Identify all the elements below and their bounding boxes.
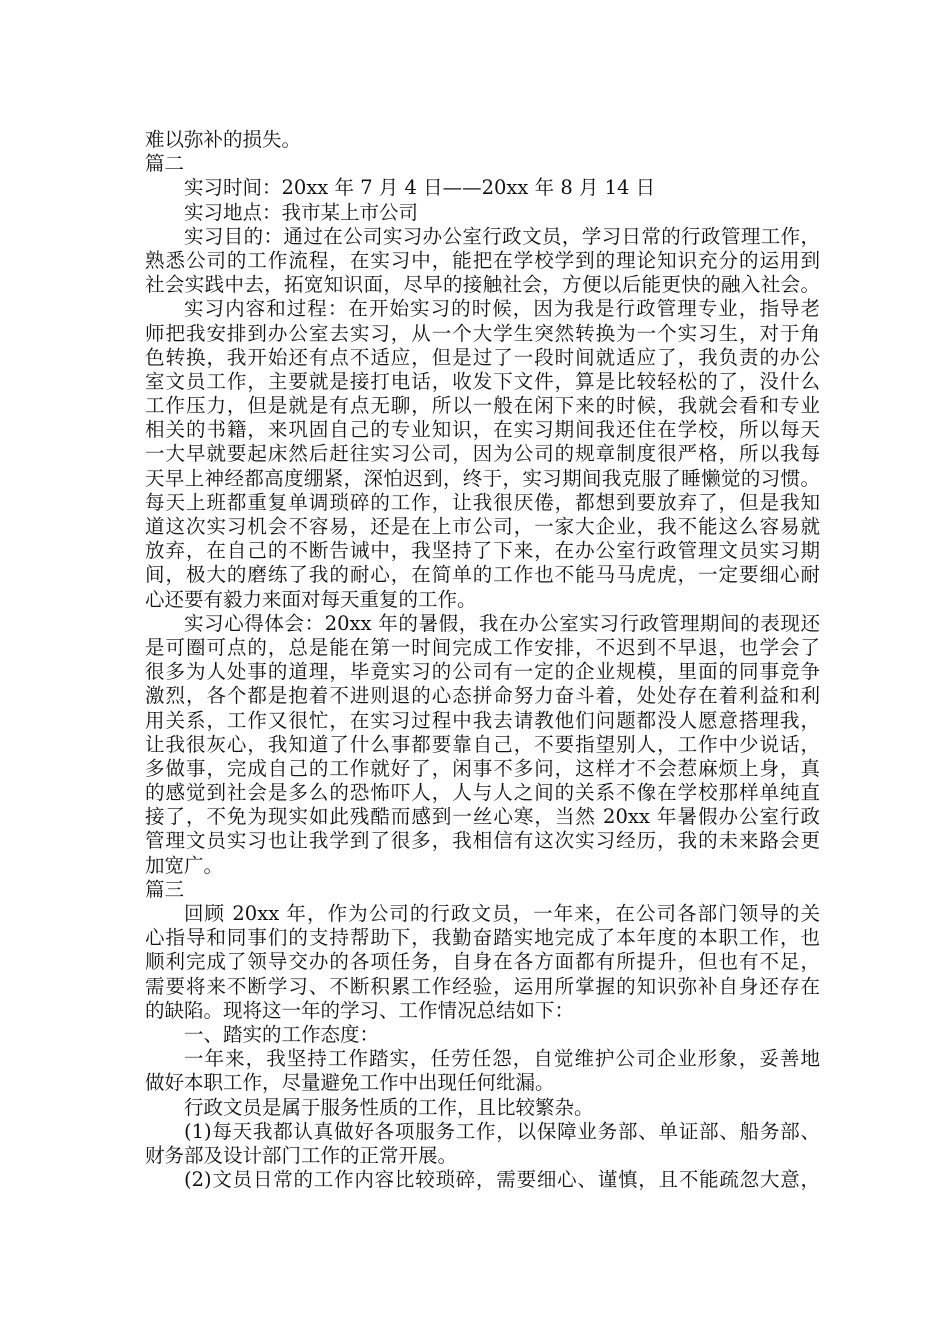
text-line: (1)每天我都认真做好各项服务工作，以保障业务部、单证部、船务部、 [184, 1119, 820, 1143]
text-line: 工作压力，但是就是有点无聊，所以一般在闲下来的时候，我就会看和专业 [145, 394, 820, 418]
text-line: 的感觉到社会是多么的恐怖吓人，人与人之间的关系不像在学校那样单纯直 [145, 781, 820, 805]
text-line: 管理文员实习也让我学到了很多，我相信有这次实习经历，我的未来路会更 [145, 829, 820, 853]
text-line: 很多为人处事的道理，毕竟实习的公司有一定的企业规模，里面的同事竞争 [145, 660, 820, 684]
text-line: 实习地点：我市某上市公司 [184, 200, 419, 224]
text-line: 的缺陷。现将这一年的学习、工作情况总结如下： [145, 998, 575, 1022]
text-line: 顺利完成了领导交办的各项任务，自身在各方面都有所提升，但也有不足， [145, 950, 820, 974]
text-line: 放弃，在自己的不断告诫中，我坚持了下来，在办公室行政管理文员实习期 [145, 539, 820, 563]
text-line: 一大早就要起床然后赶往实习公司，因为公司的规章制度很严格，所以我每 [145, 442, 820, 466]
text-line: 相关的书籍，来巩固自己的专业知识，在实习期间我还住在学校，所以每天 [145, 418, 820, 442]
text-line: 天早上神经都高度绷紧，深怕迟到，终于，实习期间我克服了睡懒觉的习惯。 [145, 466, 820, 490]
text-line: 需要将来不断学习、不断积累工作经验，运用所掌握的知识弥补自身还存在 [145, 974, 820, 998]
text-line: 心还要有毅力来面对每天重复的工作。 [145, 587, 477, 611]
text-line: 一、踏实的工作态度： [184, 1022, 380, 1046]
text-line: 心指导和同事们的支持帮助下，我勤奋踏实地完成了本年度的本职工作，也 [145, 926, 820, 950]
text-line: 道这次实习机会不容易，还是在上市公司，一家大企业，我不能这么容易就 [145, 515, 820, 538]
text-line: 室文员工作，主要就是接打电话，收发下文件，算是比较轻松的了，没什么 [145, 369, 820, 393]
text-line: 是可圈可点的，总是能在第一时间完成工作安排，不迟到不早退，也学会了 [145, 635, 820, 659]
text-line: 用关系，工作又很忙，在实习过程中我去请教他们问题都没人愿意搭理我， [145, 708, 820, 732]
text-line: 实习心得体会：20xx 年的暑假，我在办公室实习行政管理期间的表现还 [184, 611, 820, 635]
text-line: 一年来，我坚持工作踏实，任劳任怨，自觉维护公司企业形象，妥善地 [184, 1047, 820, 1071]
text-line: 财务部及设计部门工作的正常开展。 [145, 1143, 458, 1167]
text-line: 篇二 [145, 152, 185, 176]
text-line: 让我很灰心，我知道了什么事都要靠自己，不要指望别人，工作中少说话， [145, 732, 820, 756]
text-line: 实习目的：通过在公司实习办公室行政文员，学习日常的行政管理工作， [184, 224, 820, 248]
text-line: 难以弥补的损失。 [145, 128, 302, 151]
text-line: 实习时间：20xx 年 7 月 4 日——20xx 年 8 月 14 日 [184, 176, 656, 200]
text-line: 色转换，我开始还有点不适应，但是过了一段时间就适应了，我负责的办公 [145, 345, 820, 369]
text-line: 多做事，完成自己的工作就好了，闲事不多问，这样才不会惹麻烦上身，真 [145, 756, 820, 780]
text-line: 社会实践中去，拓宽知识面，尽早的接触社会，方便以后能更快的融入社会。 [145, 273, 820, 297]
text-line: 实习内容和过程：在开始实习的时候，因为我是行政管理专业，指导老 [184, 297, 820, 321]
text-line: 行政文员是属于服务性质的工作，且比较繁杂。 [184, 1095, 594, 1119]
text-line: (2)文员日常的工作内容比较琐碎，需要细心、谨慎，且不能疏忽大意， [184, 1168, 820, 1192]
document-body [145, 128, 820, 1192]
text-line: 每天上班都重复单调琐碎的工作，让我很厌倦，都想到要放弃了，但是我知 [145, 490, 820, 514]
text-line: 激烈，各个都是抱着不进则退的心态拼命努力奋斗着，处处存在着利益和利 [145, 684, 820, 708]
text-line: 篇三 [145, 877, 185, 901]
text-line: 师把我安排到办公室去实习，从一个大学生突然转换为一个实习生，对于角 [145, 321, 820, 345]
text-line: 加宽广。 [145, 853, 224, 877]
text-line: 做好本职工作，尽量避免工作中出现任何纰漏。 [145, 1071, 555, 1095]
text-line: 接了，不免为现实如此残酷而感到一丝心寒，当然 20xx 年暑假办公室行政 [145, 805, 820, 829]
text-line: 回顾 20xx 年，作为公司的行政文员，一年来，在公司各部门领导的关 [184, 902, 820, 925]
text-line: 熟悉公司的工作流程，在实习中，能把在学校学到的理论知识充分的运用到 [145, 248, 820, 272]
text-line: 间，极大的磨练了我的耐心，在简单的工作也不能马马虎虎，一定要细心耐 [145, 563, 820, 587]
